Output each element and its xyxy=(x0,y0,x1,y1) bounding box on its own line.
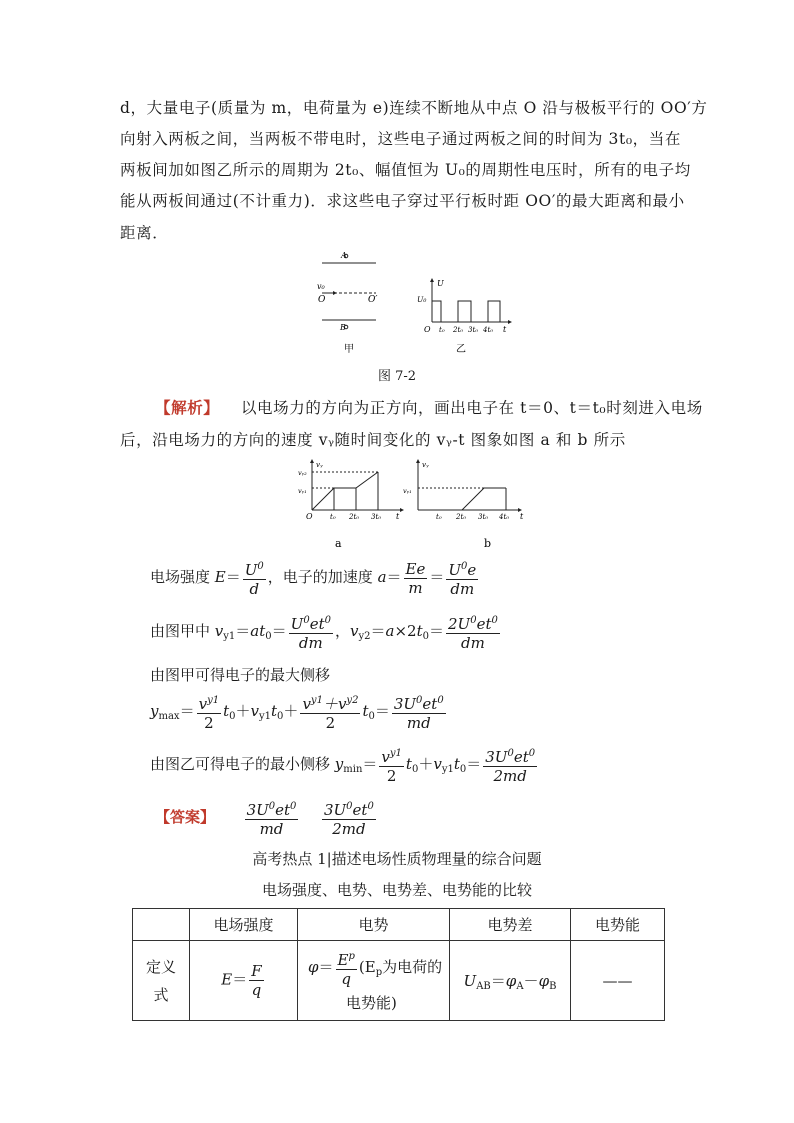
row-label-1: 定义 xyxy=(145,957,176,976)
answer-tag: 【答案】 xyxy=(155,808,216,826)
eq2-prefix: 由图甲中 xyxy=(150,622,215,640)
cell-potential-energy: —— xyxy=(571,941,665,1021)
equation-3: 由图甲可得电子的最大侧移 xyxy=(150,666,331,684)
section-subtitle: 电场强度、电势、电势差、电势能的比较 xyxy=(261,881,532,899)
b-tick-4: 4t₀ xyxy=(499,513,510,521)
solution-tag: 【解析】 xyxy=(155,398,220,417)
table-header-row xyxy=(133,909,665,941)
eq1-mid: ，电子的加速度 xyxy=(267,568,378,586)
potential-note-2: 为电荷的 xyxy=(382,958,443,976)
cell-potential-difference: $U_{AB}=\varphi_A-\varphi_B$ xyxy=(450,941,571,1021)
tick-3t0: 3t₀ xyxy=(468,326,479,334)
answer-line: 【答案】 $\frac{3U^0et^0}{md}$ $\frac{3U^0et^0}{2md}$ xyxy=(155,798,378,838)
table-row xyxy=(133,941,665,1021)
a-origin: O xyxy=(306,512,313,521)
cell-potential: φ＝ $\frac{E^p}{q}$ ($E_p$为电荷的 电势能) xyxy=(298,941,450,1021)
label-b: b xyxy=(484,537,492,550)
a-vy-label: vᵧ xyxy=(316,461,323,469)
u-axis-label: U xyxy=(437,279,444,288)
origin-label: O xyxy=(424,325,431,334)
solution-line-2: 后，沿电场力的方向的速度 vᵧ随时间变化的 vᵧ-t 图象如图 a 和 b 所示 xyxy=(120,431,626,449)
a-tick-3: 3t₀ xyxy=(371,513,382,521)
b-t-axis: t xyxy=(520,512,524,521)
label-jia: 甲 xyxy=(344,344,354,355)
equation-5: 由图乙可得电子的最小侧移 $y_{min}=$ $\frac{v^{y1}}{2}$ $t_0+v_{y1}t_0=$ $\frac{3U^0et^0}{2md}$ xyxy=(150,745,539,785)
u0-label: U₀ xyxy=(417,295,427,304)
eq1-prefix: 电场强度 xyxy=(150,568,215,586)
o-prime-label: O′ xyxy=(368,295,378,305)
header-field-strength: 电场强度 xyxy=(190,909,298,941)
problem-line-1: d，大量电子(质量为 m，电荷量为 e)连续不断地从中点 O 沿与极板平行的 OO′方 xyxy=(120,99,708,117)
solution-text-1: 以电场力的方向为正方向，画出电子在 t＝0、t＝t₀时刻进入电场 xyxy=(240,399,703,417)
b-tick-1: t₀ xyxy=(436,513,442,521)
problem-line-3: 两板间加如图乙所示的周期为 2t₀、幅值恒为 U₀的周期性电压时，所有的电子均 xyxy=(120,161,691,179)
tick-2t0: 2t₀ xyxy=(453,326,464,334)
equation-1: 电场强度 E＝ $\frac{U^0}{d}$ ，电子的加速度 a＝ $\frac{Ee}{m}$ ＝ $\frac{U^0e}{dm}$ xyxy=(150,559,477,598)
row-label-2: 式 xyxy=(153,985,169,1004)
plate-a-label: A xyxy=(341,251,347,260)
cell-field-strength: E＝ $\frac{F}{q}$ xyxy=(190,941,298,1021)
b-tick-2: 2t₀ xyxy=(456,513,467,521)
header-potential-difference: 电势差 xyxy=(450,909,571,941)
tick-t0: t₀ xyxy=(439,326,445,334)
b-tick-3: 3t₀ xyxy=(478,513,489,521)
problem-line-5: 距离． xyxy=(120,224,169,242)
b-vy1-label: vᵧ₁ xyxy=(403,487,412,495)
problem-line-4: 能从两板间通过(不计重力)．求这些电子穿过平行板时距 OO′的最大距离和最小 xyxy=(120,192,685,210)
a-vy2-label: vᵧ₂ xyxy=(298,469,307,477)
b-vy-label: vᵧ xyxy=(422,461,429,469)
problem-line-2: 向射入两板之间，当两板不带电时，这些电子通过两板之间的时间为 3t₀，当在 xyxy=(120,130,681,148)
equation-4: $y_{max}=$ $\frac{v^{y1}}{2}$ $t_0+v_{y1}t_0+$ $\frac{v^{y1}+v^{y2}}{2}$ $t_0=$ $\frac{3U^0et^0}{md}$ xyxy=(150,692,448,732)
tick-4t0: 4t₀ xyxy=(483,326,494,334)
plate-b-label: B xyxy=(340,323,346,332)
figure-caption: 图 7-2 xyxy=(377,369,417,384)
a-tick-2: 2t₀ xyxy=(349,513,360,521)
potential-note-1: (E xyxy=(358,958,376,976)
o-label: O xyxy=(318,295,326,305)
figure-vy-t xyxy=(290,455,540,555)
header-potential: 电势 xyxy=(298,909,450,941)
potential-note-3: 电势能) xyxy=(346,994,397,1012)
a-vy1-label: vᵧ₁ xyxy=(298,487,307,495)
section-title: 高考热点 1|描述电场性质物理量的综合问题 xyxy=(252,850,542,868)
v0-label: v₀ xyxy=(317,282,325,291)
row-label xyxy=(133,941,190,1021)
t-axis-label: t xyxy=(503,325,507,334)
header-potential-energy: 电势能 xyxy=(571,909,665,941)
eq5-prefix: 由图乙可得电子的最小侧移 xyxy=(150,755,335,773)
label-a: a xyxy=(335,537,342,550)
equation-2: 由图甲中 $v_{y1}=at_0=$ $\frac{U^0et^0}{dm}$ ，$v_{y2}=a\times 2t_0=$ $\frac{2U^0et^0}{dm}$ xyxy=(150,612,502,652)
figure-7-2 xyxy=(300,250,520,370)
a-tick-1: t₀ xyxy=(330,513,336,521)
solution-line-1 xyxy=(155,396,703,418)
comparison-table xyxy=(132,908,665,1021)
header-empty xyxy=(133,909,190,941)
label-yi: 乙 xyxy=(456,344,466,355)
a-t-axis: t xyxy=(396,512,400,521)
